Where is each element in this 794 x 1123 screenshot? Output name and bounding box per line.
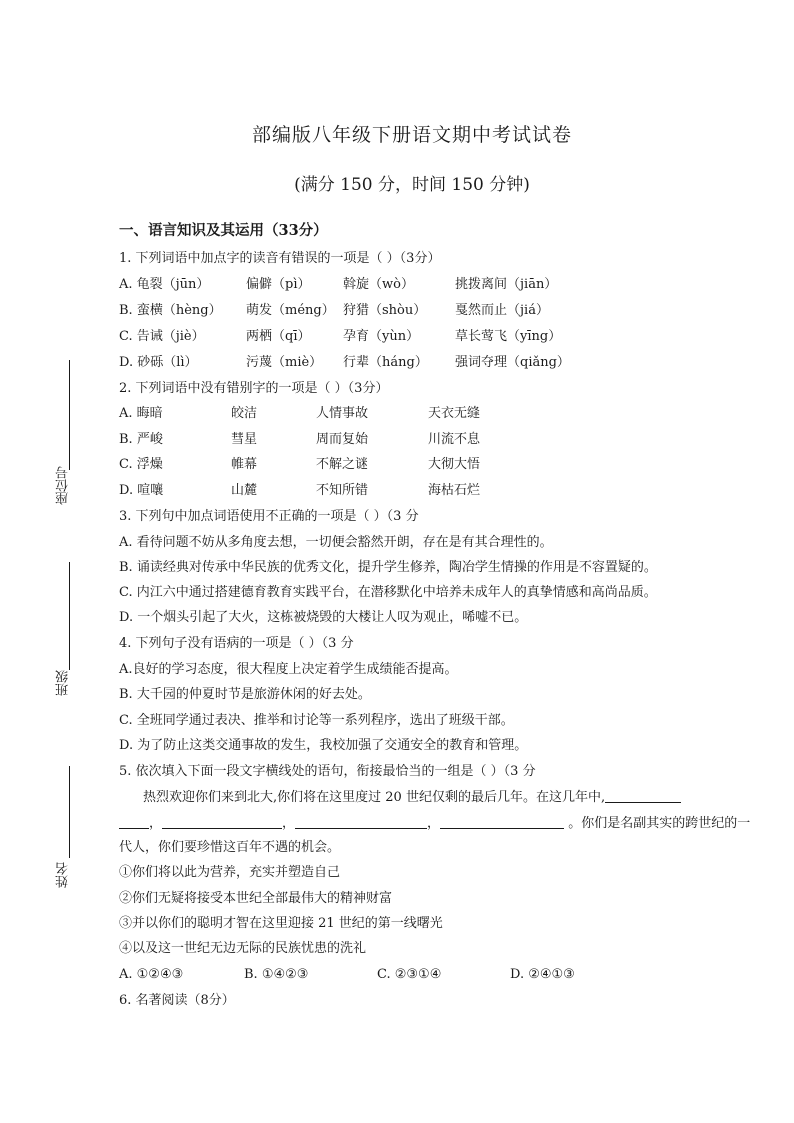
seat-number-blank[interactable]: [69, 360, 70, 470]
q6-stem: 6. 名著阅读（8分）: [119, 993, 235, 1008]
q5-blank-4[interactable]: [440, 814, 564, 829]
name-label: 姓名: [56, 862, 71, 888]
q4-option-c[interactable]: C. 全班同学通过表决、推举和讨论等一系列程序，选出了班级干部。: [119, 713, 514, 728]
q5-choice-c[interactable]: C. ②③①④: [377, 967, 442, 982]
q5-passage-line1: 热烈欢迎你们来到北大,你们将在这里度过 20 世纪仅剩的最后几年。在这几年中,: [143, 788, 681, 807]
q3-option-a[interactable]: A. 看待问题不妨从多角度去想，一切便会豁然开朗，存在是有其合理性的。: [119, 535, 553, 550]
class-label: 班级: [56, 670, 71, 696]
q5-blank-2[interactable]: [162, 814, 282, 829]
q3-option-d[interactable]: D. 一个烟头引起了大火，这栋被烧毁的大楼让人叹为观止，唏嘘不已。: [119, 610, 528, 625]
q5-choice-b[interactable]: B. ①④②③: [244, 967, 309, 982]
q1-stem: 1. 下列词语中加点字的读音有错误的一项是（ ）（3分）: [119, 251, 441, 266]
q2-stem: 2. 下列词语中没有错别字的一项是（ ）（3分）: [119, 381, 389, 396]
name-blank[interactable]: [69, 766, 70, 858]
q3-option-c[interactable]: C. 内江六中通过搭建德育教育实践平台，在潜移默化中培养未成年人的真挚情感和高尚品质。: [119, 585, 657, 600]
q4-option-a[interactable]: A.良好的学习态度，很大程度上决定着学生成绩能否提高。: [119, 662, 458, 677]
class-blank[interactable]: [69, 562, 70, 670]
exam-title: 部编版八年级下册语文期中考试试卷: [251, 124, 572, 146]
exam-subtitle: (满分 150 分，时间 150 分钟): [294, 175, 530, 195]
q5-passage-line2: ， ， ， 。你们是名副其实的跨世纪的一: [119, 814, 750, 833]
q5-blank-1[interactable]: [605, 788, 681, 803]
q4-option-d[interactable]: D. 为了防止这类交通事故的发生，我校加强了交通安全的教育和管理。: [119, 738, 528, 753]
exam-page: 部编版八年级下册语文期中考试试卷 (满分 150 分，时间 150 分钟) 座位号 班级 姓名 一、语言知识及其运用（33分） 1. 下列词语中加点字的读音有错误的一项是（ ）（3分） A. 龟裂（jūn） 偏僻（pì） 斡旋（wò） 挑拨离间（jiān） B. 蛮横（hèng） 萌发（méng） 狩猎（shòu） 戛然而止（jiá） C. 告诫（jiè） 两栖（qī） 孕育（yùn） 草长莺飞（yīng） D. 砂砾（lì） 污蔑（miè） 行辈（háng） 强词夺理（qiǎng） 2. 下列词语中没有错别字的一项是（ ）（3分） A. 晦暗 皎洁 人情事故 天衣无缝 B. 严峻 彗星 周而复始 川流不息 C. 浮燥 帷幕 不解之谜 大彻大悟 D. 喧嚷 山麓 不知所错 海枯石烂 3. 下列句中加点词语使用不正确的一项是（ ）（3 分 A. 看待问题不妨从多角度去想，一切便会豁然开朗，存在是有其合理性的。 B. 诵读经典对传承中华民族的优秀文化，提升学生修养，陶冶学生情操的作用是不容置疑的。 C. 内江六中通过搭建德育教育实践平台，在潜移默化中培养未成年人的真挚情感和高尚品质。 D. 一个烟头引起了大火，这栋被烧毁的大楼让人叹为观止，唏嘘不已。 4. 下列句子没有语病的一项是（ ）（3 分 A.良好的学习态度，很大程度上决定着学生成绩能否提高。 B. 大千园的仲夏时节是旅游休闲的好去处。 C. 全班同学通过表决、推举和讨论等一系列程序，选出了班级干部。 D. 为了防止这类交通事故的发生，我校加强了交通安全的教育和管理。 5. 依次填入下面一段文字横线处的语句，衔接最恰当的一组是（ ）（3 分 热烈欢迎你们来到北大,你们将在这里度过 20 世纪仅剩的最后几年。在这几年中, ， ， ， 。你们是名副其实的跨世纪的一 代人，你们要珍惜这百年不遇的机会。 ①你们将以此为营养，充实并塑造自己 ②你们无疑将接受本世纪全部最伟大的精神财富 ③并以你们的聪明才智在这里迎接 21 世纪的第一线曙光 ④以及这一世纪无边无际的民族忧患的洗礼 A. ①②④③ B. ①④②③ C. ②③①④ D. ②④①③ 6. 名著阅读（8分）: [0, 0, 794, 1123]
q5-blank-1-cont[interactable]: [119, 814, 149, 829]
q5-choice-d[interactable]: D. ②④①③: [510, 967, 575, 982]
q4-stem: 4. 下列句子没有语病的一项是（ ）（3 分: [119, 636, 354, 651]
section-heading: 一、语言知识及其运用（33分）: [119, 222, 328, 239]
q3-stem: 3. 下列句中加点词语使用不正确的一项是（ ）（3 分: [119, 509, 419, 524]
q5-blank-3[interactable]: [295, 814, 427, 829]
q5-choice-a[interactable]: A. ①②④③: [119, 967, 184, 982]
q5-passage-line3: 代人，你们要珍惜这百年不遇的机会。: [119, 840, 341, 855]
q5-sentence-3: ③并以你们的聪明才智在这里迎接 21 世纪的第一线曙光: [119, 916, 443, 931]
q5-stem: 5. 依次填入下面一段文字横线处的语句，衔接最恰当的一组是（ ）（3 分: [119, 764, 536, 779]
q4-option-b[interactable]: B. 大千园的仲夏时节是旅游休闲的好去处。: [119, 687, 371, 702]
seat-number-label: 座位号: [56, 466, 71, 505]
q5-sentence-2: ②你们无疑将接受本世纪全部最伟大的精神财富: [119, 891, 393, 906]
q5-sentence-1: ①你们将以此为营养，充实并塑造自己: [119, 865, 341, 880]
q5-sentence-4: ④以及这一世纪无边无际的民族忧患的洗礼: [119, 941, 367, 956]
q3-option-b[interactable]: B. 诵读经典对传承中华民族的优秀文化，提升学生修养，陶冶学生情操的作用是不容置疑的。: [119, 560, 657, 575]
